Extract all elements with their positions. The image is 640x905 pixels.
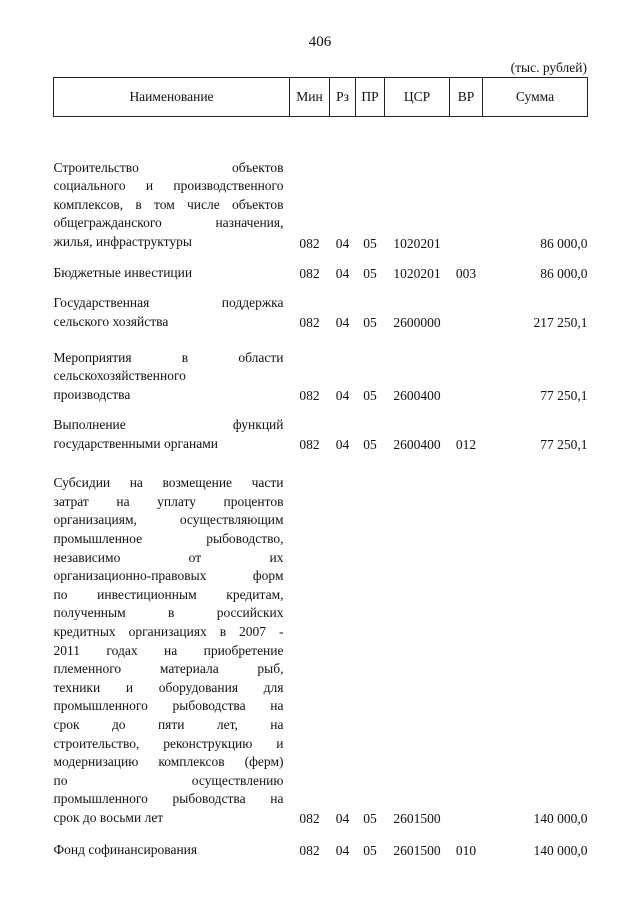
cell-min: 082: [299, 843, 320, 859]
row-name-line: сельскохозяйственного: [53, 368, 186, 384]
cell-csr: 1020201: [393, 266, 441, 282]
cell-pr: 05: [363, 388, 377, 404]
cell-csr: 2600400: [393, 388, 441, 404]
row-name-line: Фонд софинансирования: [53, 841, 198, 857]
header-rz: Рз: [330, 78, 356, 117]
cell-min: 082: [299, 811, 320, 827]
row-name: [54, 408, 290, 457]
row-name-line: затрат на уплату процентов: [53, 493, 284, 509]
cell-sum: 86 000,0: [540, 266, 588, 282]
row-name-line: комплексов, в том числе объектов: [53, 196, 284, 212]
table-header: [54, 78, 588, 117]
row-name-line: организациям, осуществляющим: [53, 512, 284, 528]
row-name-line: срок до пяти лет, на: [53, 716, 284, 732]
table-row: [54, 831, 588, 863]
row-name-line: государственными органами: [53, 435, 218, 451]
row-name-line: 2011 годах на приобретение: [53, 642, 284, 658]
row-name-line: по инвестиционным кредитам,: [53, 586, 284, 602]
row-name-line: производства: [53, 386, 131, 402]
cell-sum: 140 000,0: [533, 843, 588, 859]
table-row: [54, 256, 588, 287]
budget-table: [53, 77, 588, 863]
cell-csr: 1020201: [393, 235, 441, 251]
cell-pr: 05: [363, 266, 377, 282]
header-csr: ЦСР: [385, 78, 450, 117]
row-name: [54, 457, 290, 831]
row-name: [54, 117, 290, 256]
cell-rz: 04: [335, 811, 350, 827]
row-name-line: Государственная поддержка: [53, 295, 284, 311]
page-number: 406: [308, 34, 332, 50]
row-name-line: независимо от их: [53, 549, 284, 565]
header-name: Наименование: [54, 78, 290, 117]
cell-pr: 05: [363, 315, 377, 331]
cell-sum: 86 000,0: [540, 235, 588, 251]
row-name-line: Субсидии на возмещение части: [53, 475, 284, 491]
row-name-line: срок до восьми лет: [53, 809, 164, 825]
row-name-line: по осуществлению: [53, 772, 284, 788]
cell-min: 082: [299, 437, 320, 453]
cell-vr: 003: [455, 266, 477, 282]
cell-rz: 04: [335, 315, 350, 331]
row-name-line: племенного материала рыб,: [53, 661, 284, 677]
cell-pr: 05: [363, 811, 377, 827]
row-name-line: общегражданского назначения,: [53, 215, 284, 231]
row-name: [54, 831, 290, 863]
cell-pr: 05: [363, 235, 377, 251]
row-name-line: промышленного рыбоводства на: [53, 698, 284, 714]
units-label: (тыс. рублей): [510, 60, 587, 75]
row-name: [54, 286, 290, 335]
table-row: [54, 408, 588, 457]
row-name-line: строительство, реконструкцию и: [53, 735, 284, 751]
cell-vr: [450, 117, 483, 256]
cell-rz: 04: [335, 843, 350, 859]
cell-csr: 2601500: [393, 811, 441, 827]
cell-sum: 77 250,1: [540, 437, 588, 453]
row-name-line: промышленного рыбоводства на: [53, 791, 284, 807]
row-name-line: модернизацию комплексов (ферм): [53, 754, 284, 770]
cell-csr: 2601500: [393, 843, 441, 859]
row-name: [54, 256, 290, 287]
row-name-line: Выполнение функций: [53, 417, 284, 433]
header-pr: ПР: [356, 78, 385, 117]
cell-rz: 04: [335, 388, 350, 404]
row-name-line: социального и производственного: [53, 178, 284, 194]
cell-sum: 217 250,1: [533, 315, 588, 331]
row-name-line: Строительство объектов: [53, 159, 284, 175]
cell-rz: 04: [335, 235, 350, 251]
cell-rz: 04: [335, 266, 350, 282]
row-name-line: жилья, инфраструктуры: [53, 233, 192, 249]
row-name-line: полученным в российских: [53, 605, 284, 621]
header-min: Мин: [290, 78, 330, 117]
header-sum: Сумма: [483, 78, 588, 117]
row-name-line: сельского хозяйства: [53, 313, 169, 329]
cell-csr: 2600400: [393, 437, 441, 453]
cell-min: 082: [299, 266, 320, 282]
table-row: [54, 335, 588, 408]
row-name-line: кредитных организациях в 2007 -: [53, 623, 284, 639]
cell-vr: [450, 457, 483, 831]
cell-pr: 05: [363, 843, 377, 859]
row-name-line: техники и оборудования для: [53, 679, 284, 695]
cell-sum: 140 000,0: [533, 811, 588, 827]
row-name-line: промышленное рыбоводство,: [53, 530, 284, 546]
cell-sum: 77 250,1: [540, 388, 588, 404]
row-name-line: Бюджетные инвестиции: [53, 264, 193, 280]
cell-min: 082: [299, 315, 320, 331]
cell-csr: 2600000: [393, 315, 441, 331]
table-row: [54, 457, 588, 831]
cell-vr: 010: [455, 843, 477, 859]
row-name: [54, 335, 290, 408]
table-row: [54, 286, 588, 335]
cell-vr: [450, 286, 483, 335]
table-row: [54, 117, 588, 256]
row-name-line: организационно-правовых форм: [53, 568, 284, 584]
cell-rz: 04: [335, 437, 350, 453]
cell-vr: 012: [455, 437, 477, 453]
header-vr: ВР: [450, 78, 483, 117]
row-name-line: Мероприятия в области: [53, 349, 284, 365]
cell-vr: [450, 335, 483, 408]
cell-min: 082: [299, 235, 320, 251]
cell-min: 082: [299, 388, 320, 404]
cell-pr: 05: [363, 437, 377, 453]
